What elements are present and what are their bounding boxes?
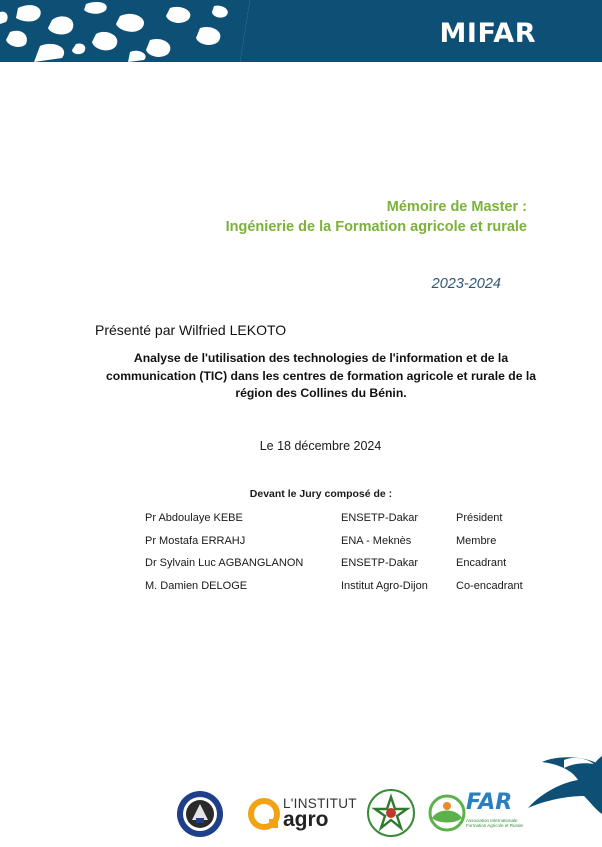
jury-member-name: Pr Abdoulaye KEBE [145,512,243,524]
ensetp-seal-icon [176,790,224,838]
jury-member-role: Président [456,512,503,524]
jury-member-row [0,535,602,551]
far-logo-text: FAR [466,790,513,815]
academic-year: 2023-2024 [431,276,501,292]
jury-member-institution: ENSETP-Dakar [341,512,419,524]
jury-member-name: Pr Mostafa ERRAHJ [145,535,246,547]
institut-agro-logo-icon [247,797,281,831]
degree-line-1: Mémoire de Master : [386,199,527,215]
jury-member-institution: ENSETP-Dakar [341,557,419,569]
jury-member-row [0,580,602,596]
jury-member-row [0,557,602,573]
jury-member-institution: ENA - Meknès [341,535,412,547]
jury-member-name: M. Damien DELOGE [145,580,248,592]
author-line: Présenté par Wilfried LEKOTO [95,322,287,338]
thesis-title: Analyse de l'utilisation des technologies de l'information et de la communication (TIC) dans les centres de formation agricole et rurale de la région des Collines du Bénin. [105,351,537,400]
institut-agro-top: L'INSTITUT [283,796,357,811]
header-banner [0,0,602,62]
brand-name: MIFAR [439,18,536,49]
far-logo-subtitle: Association Internationale Formation Agricole et Rurale [466,818,524,828]
institut-agro-bottom: agro [283,808,329,831]
jury-member-row [0,512,602,528]
far-logo-icon [428,794,466,832]
jury-member-role: Encadrant [456,557,507,569]
jury-member-role: Co-encadrant [456,580,523,592]
jury-heading: Devant le Jury composé de : [249,488,393,500]
bird-decoration-icon [524,752,602,816]
degree-line-2: Ingénierie de la Formation agricole et rurale [225,219,527,235]
jury-member-role: Membre [456,535,497,547]
institut-agro-logo [247,794,361,834]
defense-date: Le 18 décembre 2024 [259,439,382,453]
jury-member-name: Dr Sylvain Luc AGBANGLANON [145,557,304,569]
ena-meknes-seal-icon [366,788,416,840]
jury-member-institution: Institut Agro-Dijon [341,580,428,592]
